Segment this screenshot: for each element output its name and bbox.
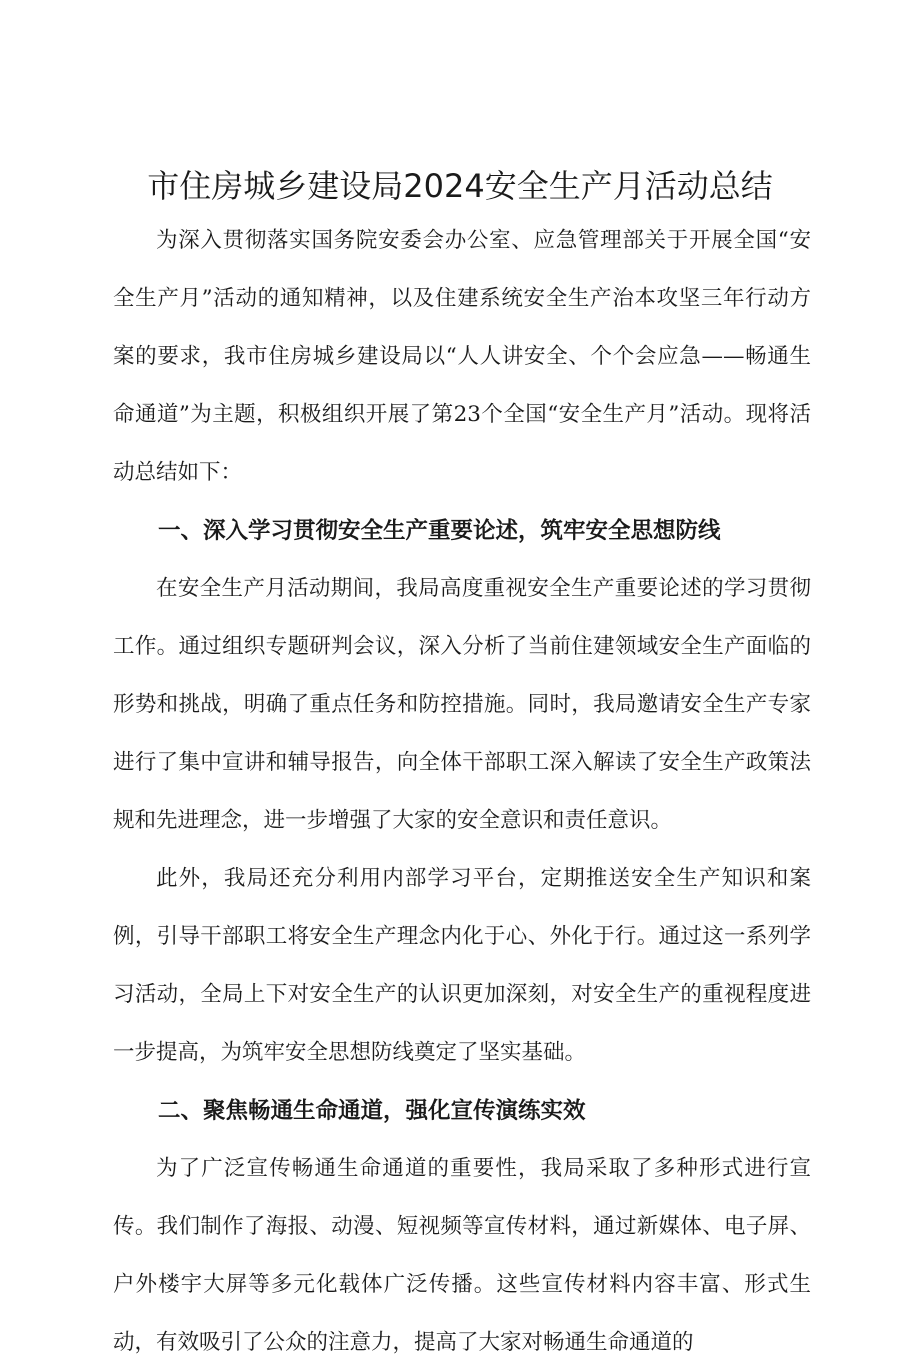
section-2-paragraph-1: 为了广泛宣传畅通生命通道的重要性，我局采取了多种形式进行宣传。我们制作了海报、动漫、短视频等宣传材料，通过新媒体、电子屏、户外楼宇大屏等多元化载体广泛传播。这些宣传材料内容丰富、形式生动，有效吸引了公众的注意力，提高了大家对畅通生命通道的: [113, 1156, 811, 1355]
section-heading-2: 二、聚焦畅通生命通道，强化宣传演练实效: [158, 1098, 586, 1124]
section-heading-1: 一、深入学习贯彻安全生产重要论述，筑牢安全思想防线: [158, 518, 721, 544]
intro-paragraph: 为深入贯彻落实国务院安委会办公室、应急管理部关于开展全国“安全生产月”活动的通知精神，以及住建系统安全生产治本攻坚三年行动方案的要求，我市住房城乡建设局以“人人讲安全、个个会应急——畅通生命通道”为主题，积极组织开展了第23个全国“安全生产月”活动。现将活动总结如下：: [113, 228, 811, 485]
section-1-paragraph-1: 在安全生产月活动期间，我局高度重视安全生产重要论述的学习贯彻工作。通过组织专题研判会议，深入分析了当前住建领域安全生产面临的形势和挑战，明确了重点任务和防控措施。同时，我局邀请安全生产专家进行了集中宣讲和辅导报告，向全体干部职工深入解读了安全生产政策法规和先进理念，进一步增强了大家的安全意识和责任意识。: [113, 576, 811, 833]
document-title: 市住房城乡建设局2024安全生产月活动总结: [147, 167, 773, 205]
document-body: [113, 212, 811, 1372]
section-1-paragraph-2: 此外，我局还充分利用内部学习平台，定期推送安全生产知识和案例，引导干部职工将安全生产理念内化于心、外化于行。通过这一系列学习活动，全局上下对安全生产的认识更加深刻，对安全生产的重视程度进一步提高，为筑牢安全思想防线奠定了坚实基础。: [113, 866, 811, 1065]
